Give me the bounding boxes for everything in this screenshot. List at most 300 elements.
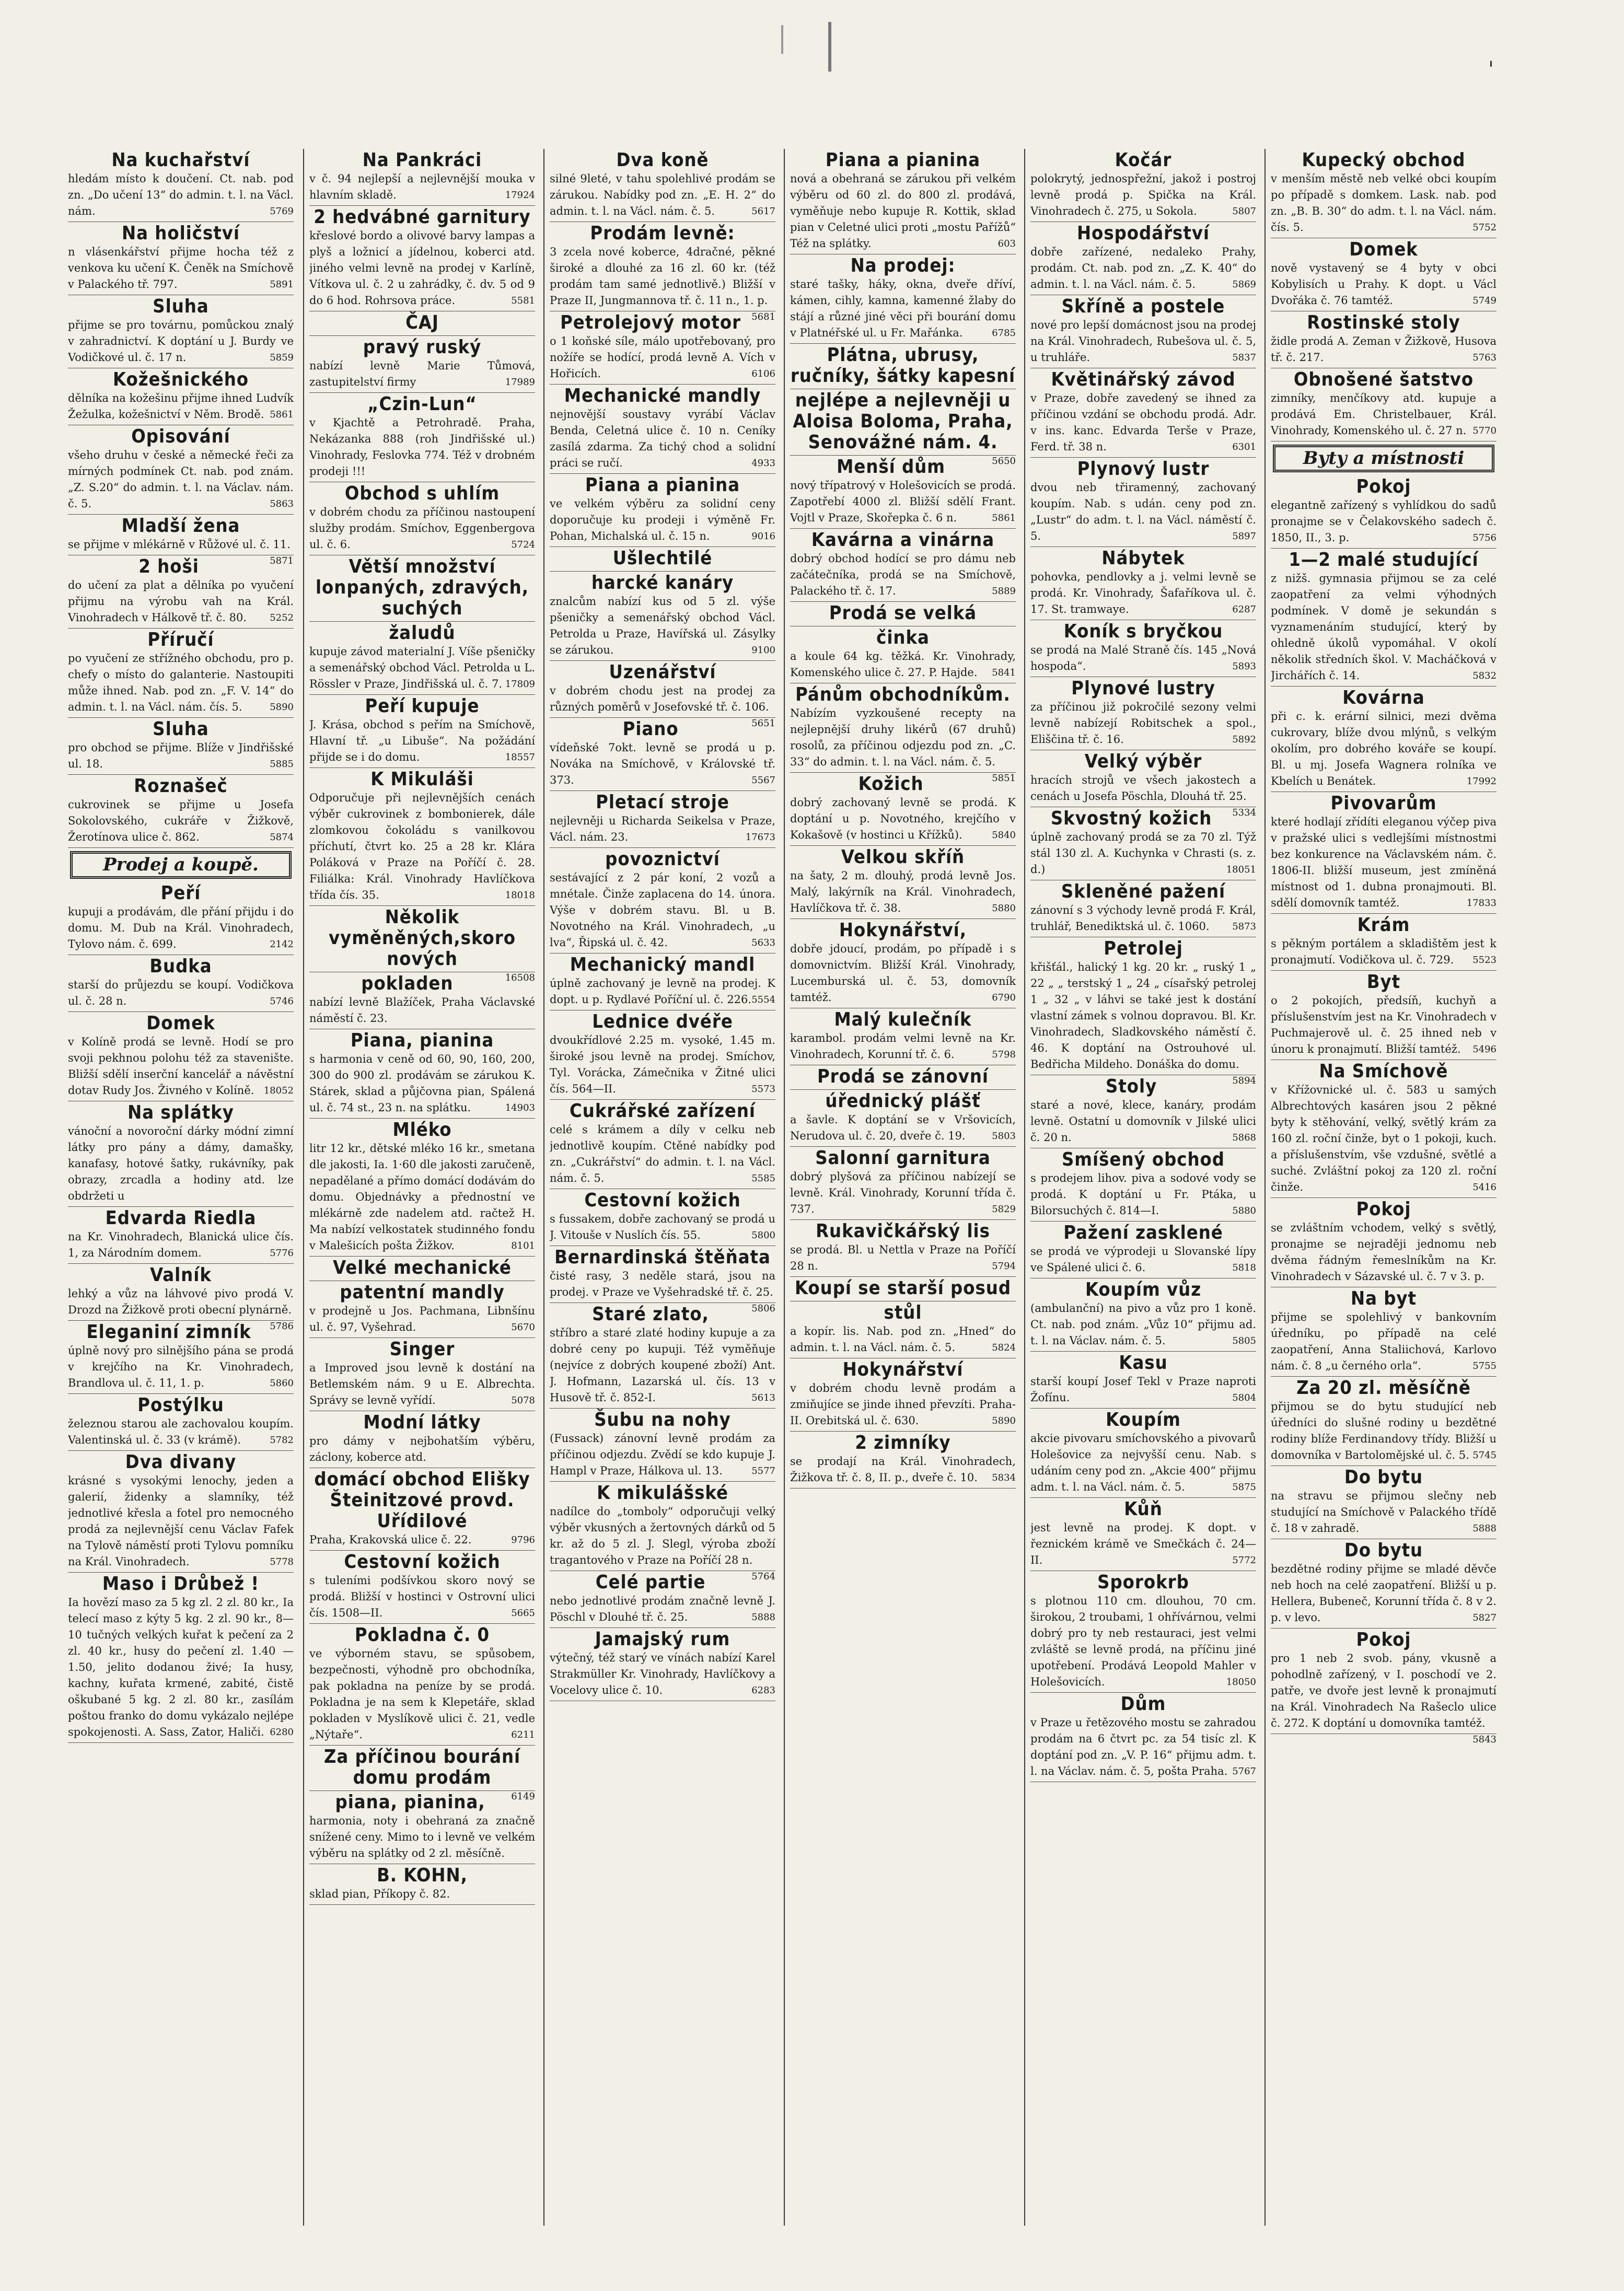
ad-number: 5837 <box>1232 352 1256 363</box>
ad-number: 5078 <box>511 1395 535 1406</box>
classified-ad <box>1271 311 1497 368</box>
ad-number: 5617 <box>751 206 775 217</box>
classified-ad <box>68 955 294 1012</box>
ad-text: dobře zařízené, nedaleko Prahy, prodám. Ct. nab. pod zn. „Z. K. 40“ do admin. t. l. na Václ. nám. č. 5. <box>1030 246 1256 290</box>
ad-text: nový třípatrový v Holešovicích se prodá. Zapotřebí 4000 zl. Bližší sdělí Frant. Vojtl v Praze, Skořepka č. 6 n. <box>790 479 1016 524</box>
classified-ad <box>68 425 294 515</box>
ad-text: v č. 94 nejlepší a nejlevnější mouka v hlavním skladě. <box>309 172 535 201</box>
ad-number: 17833 <box>1466 898 1497 909</box>
ad-text: na šaty, 2 m. dlouhý, prodá levně Jos. Malý, lakýrník na Král. Vinohradech, Havlíčkova tř. č. 38. <box>790 869 1016 914</box>
classified-ad <box>68 775 294 848</box>
ad-heading: patentní mandly <box>340 1282 505 1303</box>
classified-ad <box>309 972 535 1029</box>
ad-text: nabízí levně Marie Tůmová, zastupitelství firmy <box>309 359 535 388</box>
classified-ad <box>68 295 294 368</box>
ad-number: 5897 <box>1232 531 1256 542</box>
column-rule <box>543 149 544 2226</box>
ad-number: 5778 <box>270 1556 294 1567</box>
ad-number: 5786 <box>270 1321 294 1332</box>
ad-number: 6106 <box>751 368 775 379</box>
ad-number: 5863 <box>270 498 294 509</box>
ad-number: 5889 <box>992 586 1016 597</box>
classified-ad <box>790 1147 1016 1220</box>
ad-text: v dobrém chodu za příčinou nastoupení služby prodám. Smíchov, Eggenbergova ul. č. 6. <box>309 506 535 551</box>
ad-text: polokrytý, jednospřežní, jakož i postroj levně prodá p. Spička na Král. Vinohradech č. 275, u Sokola. <box>1030 172 1256 217</box>
ad-text: čisté rasy, 3 neděle stará, jsou na prodej. v Praze ve Vyšehradské tř. č. 25. <box>550 1270 775 1298</box>
ad-heading: Budka <box>149 956 212 977</box>
ad-text: dvou neb třiramenný, zachovaný koupím. Nab. s udán. ceny pod zn. „Lustr“ do adm. t. l. na Václ. náměstí č. 5. <box>1030 481 1256 542</box>
ad-number: 6287 <box>1232 604 1256 615</box>
ad-number: 5681 <box>751 311 775 322</box>
ad-number: 17924 <box>505 190 535 201</box>
ad-number: 5890 <box>270 702 294 713</box>
ad-text: v dobrém chodu jest na prodej za různých poměrů v Josefovské tř. č. 106. <box>550 684 775 713</box>
ad-text: s prodejem lihov. piva a sodové vody se prodá. K doptání u Fr. Ptáka, u Bilorsuchých č. 814—I. <box>1030 1172 1256 1217</box>
ad-heading: Mechanické mandly <box>564 385 761 406</box>
ad-number: 5496 <box>1472 1044 1497 1055</box>
classified-ad <box>309 149 535 206</box>
ad-heading: Mléko <box>392 1119 452 1141</box>
ad-heading: Hospodářství <box>1076 223 1210 244</box>
classified-ad <box>1030 880 1256 937</box>
classified-ad <box>790 1008 1016 1065</box>
classified-ad <box>1271 1466 1497 1539</box>
ad-number: 5800 <box>751 1230 775 1241</box>
classified-ad <box>550 222 775 322</box>
ad-heading: Piana, pianina <box>350 1030 494 1051</box>
classified-ad <box>1030 1148 1256 1222</box>
classified-ad <box>790 846 1016 919</box>
classified-ad <box>309 1551 535 1624</box>
ad-number: 5573 <box>751 1084 775 1095</box>
classified-ad <box>790 1301 1016 1358</box>
ad-heading: Nábytek <box>1101 548 1185 569</box>
classified-ad <box>1271 687 1497 792</box>
ad-heading: Pivovarům <box>1330 793 1437 814</box>
classified-ad <box>550 718 775 791</box>
ad-text: v Kolíně prodá se levně. Hodí se pro svoji pekhnou polohu též za stavenište. Bližší sdělí inserční kancelář a návěstní dotav Rudy Jos. Živného v Kolíně. <box>68 1036 294 1097</box>
classified-ad <box>309 555 535 622</box>
ad-text: Odporučuje při nejlevnějších cenách výběr cukrovinek z bombonierek, dále zlomkovou čokoládu s vanilkovou příchutí, čtvrt ko. 25 a 28 kr. Klára Poláková v Praze na Poříčí č. 28. Filiálka: Král. Vinohrady Havlíčkova třída čís. 35. <box>309 792 535 901</box>
classified-ad <box>1030 620 1256 677</box>
classified-ad <box>550 791 775 848</box>
ad-text: v menším městě neb velké obci koupím po případě s domkem. Lask. nab. pod zn. „B. B. 30“ do adm. t. l. na Václ. nám. čís. 5. <box>1271 172 1497 234</box>
classified-ad <box>309 1624 535 1746</box>
section-heading: Prodej a koupě. <box>70 851 292 879</box>
ad-text: o 1 koňské síle, málo upotřebovaný, pro nožíře se hodící, prodá levně A. Vích v Hořicích. <box>550 335 775 380</box>
classified-ad <box>550 572 775 661</box>
ad-text: a šavle. K doptání se v Vršovicích, Nerudova ul. č. 20, dveře č. 19. <box>790 1113 1016 1142</box>
ad-text: pohovka, pendlovky a j. velmi levně se prodá. Kr. Vinohrady, Šafaříkova ul. č. 17. St. tramwaye. <box>1030 571 1256 615</box>
ad-heading: Menší dům <box>837 456 946 478</box>
ad-text: židle prodá A. Zeman v Žižkově, Husova tř. č. 217. <box>1271 335 1497 364</box>
ad-text: hledám místo k doučení. Ct. nab. pod zn. „Do učení 13“ do admin. t. l. na Václ. nám. <box>68 172 294 217</box>
ad-number: 18018 <box>505 890 535 901</box>
classified-ad <box>1030 149 1256 222</box>
classified-ad <box>1030 677 1256 750</box>
ad-text: nabízí levně Blažíček, Praha Václavské náměstí č. 23. <box>309 996 535 1025</box>
ad-number: 5798 <box>992 1049 1016 1060</box>
ad-text: křeslové bordo a olivové barvy lampas a plyš a ložnicí a jídelnou, koberci atd. jiného velmi levně na prodej v Karlíně, Vítkova ul. č. 2 u zahrádky, č. dv. 5 od 9 do 6 hod. Rohrsova práce. <box>309 229 535 307</box>
ad-number: 9796 <box>511 1534 535 1545</box>
classified-ad <box>68 1394 294 1451</box>
ad-heading: harcké kanáry <box>591 572 734 594</box>
classified-ad <box>550 385 775 474</box>
ad-number: 5554 <box>751 994 775 1005</box>
ad-text: vánoční a novoroční dárky módní zimní látky pro pány a dámy, damašky, kanafasy, hotové šatky, rukávníky, pak obrazy, zrcadla a hodiny atd. lze obdržeti u <box>68 1125 294 1202</box>
ad-number: 5252 <box>270 612 294 623</box>
ad-heading: Piano <box>622 718 679 740</box>
classified-ad <box>790 919 1016 1008</box>
ad-number: 6301 <box>1232 441 1256 452</box>
ad-text: s fussakem, dobře zachovaný se prodá u J. Vitouše v Nuslích čís. 55. <box>550 1213 775 1241</box>
ad-number: 5749 <box>1472 295 1497 306</box>
ad-heading: Obchod s uhlím <box>344 483 500 504</box>
ad-text: sestávající z 2 pár koní, 2 vozů a mnétale. Činže zaplacena do 14. února. Výše v dobrém stavu. Bl. u B. Novotného na Král. Vinohradech, „u lva“, Řipská ul. č. 42. <box>550 871 775 949</box>
ad-number: 5724 <box>511 539 535 550</box>
ad-text: dobrý zachovaný levně se prodá. K doptání u p. Novotného, krejčího v Kokašově (v hostinci u Křížků). <box>790 796 1016 841</box>
ad-heading: K Mikuláši <box>370 769 474 790</box>
ad-text: úplně zachovaný je levně na prodej. K dopt. u p. Rydlavé Poříční ul. č. 226. <box>550 977 775 1006</box>
classified-ad <box>309 393 535 482</box>
ad-number: 18557 <box>505 752 535 763</box>
classified-ad <box>550 311 775 385</box>
classified-ad <box>550 1010 775 1100</box>
ad-heading: Petrolej <box>1104 938 1183 959</box>
ad-text: úplně zachovaný prodá se za 70 zl. Týž stál 130 zl. A. Kuchynka v Chrasti (s. z. d.) <box>1030 831 1256 876</box>
classified-ad <box>68 555 294 629</box>
ad-text: Nabízím vyzkoušené recepty na nejlepnější druhy likérů (67 druhů) rosolů, za příčinou odjezdu pod zn. „C. 33“ do admin. t. l. na Václ. nám. č. 5. <box>790 707 1016 768</box>
ad-number: 5827 <box>1472 1612 1497 1623</box>
page-mark: ' <box>1488 57 1494 82</box>
ad-heading: Mladší žena <box>121 515 240 537</box>
ad-text: se prodají na Král. Vinohradech, Žižkova tř. č. 8, II. p., dveře č. 10. <box>790 1455 1016 1484</box>
classified-ad <box>1271 368 1497 441</box>
ad-text: za příčinou již pokročilé sezony velmi levně nabízejí Robitschek a spol., Eliščina tř. č. 16. <box>1030 701 1256 746</box>
ad-text: harmonia, noty i obehraná za značně snížené ceny. Mimo to i levně ve velkém výběru na splátky od 2 zl. měsíčně. <box>309 1815 535 1859</box>
ad-heading: Pokladna č. 0 <box>354 1624 490 1646</box>
classified-ad <box>550 547 775 572</box>
ad-heading: Skříně a postele <box>1061 296 1225 317</box>
ad-heading: Kožešnického <box>112 369 249 390</box>
ad-heading: Na holičství <box>122 223 240 244</box>
ad-heading: 2 hoši <box>138 556 199 577</box>
ad-heading: Eleganiní zimník <box>86 1321 251 1343</box>
ad-heading: Valník <box>150 1264 212 1286</box>
classified-ad <box>309 695 535 768</box>
ad-heading: Na kuchařství <box>111 149 250 171</box>
classified-ad <box>790 344 1016 389</box>
ad-text: v Kjachtě a Petrohradě. Praha, Nekázanka 888 (roh Jindřišské ul.) Vinohrady, Feslovka 774. Též v drobném prodeji !!! <box>309 416 535 478</box>
ad-heading: Roznašeč <box>134 775 228 797</box>
classified-ad <box>1030 807 1256 880</box>
ad-number: 18051 <box>1226 864 1256 875</box>
ad-number: 5861 <box>270 409 294 420</box>
ad-number: 9016 <box>751 531 775 542</box>
ad-number: 5651 <box>751 718 775 729</box>
classified-ad <box>790 529 1016 602</box>
classified-ad <box>309 1411 535 1468</box>
ad-heading: stůl <box>884 1302 922 1323</box>
column-2 <box>309 149 535 2226</box>
ad-heading: Kovárna <box>1342 687 1425 708</box>
column-6 <box>1271 149 1497 2226</box>
ad-number: 5794 <box>992 1261 1016 1272</box>
classified-ad <box>68 149 294 222</box>
ad-number: 5894 <box>1232 1075 1256 1086</box>
ad-number: 5840 <box>992 830 1016 841</box>
classified-ad <box>550 474 775 547</box>
classified-ad <box>790 254 1016 344</box>
ad-number: 17673 <box>745 832 775 843</box>
ad-heading: Pokoj <box>1356 1199 1411 1220</box>
ad-text: kupuje závod materialní J. Víše pšeničky a semenářský obchod Václ. Petrolda u L. Rössler v Praze, Jindřišská ul. č. 7. <box>309 645 535 690</box>
ad-number: 16508 <box>505 972 535 983</box>
classified-ad <box>550 1571 775 1628</box>
ad-number: 5893 <box>1232 661 1256 672</box>
ad-heading: 2 hedvábné garnitury <box>314 206 531 228</box>
classified-ad <box>1271 792 1497 914</box>
ink-mark <box>828 22 831 72</box>
ad-number: 5772 <box>1232 1555 1256 1566</box>
classified-ad <box>790 1090 1016 1147</box>
ad-number: 18050 <box>1226 1677 1256 1688</box>
ad-number: 5859 <box>270 352 294 363</box>
ad-text: dobrý plyšová za příčinou nabízejí se levně. Král. Vinohrady, Korunní třída č. 737. <box>790 1170 1016 1215</box>
classified-ad <box>790 1277 1016 1301</box>
ad-heading: ČAJ <box>405 312 439 333</box>
ad-heading: Kavárna a vinárna <box>811 529 995 551</box>
ad-heading: Petrolejový motor <box>560 312 741 333</box>
classified-ad <box>550 848 775 953</box>
ad-number: 5885 <box>270 759 294 770</box>
ad-number: 5523 <box>1472 955 1497 966</box>
ad-number: 5770 <box>1472 425 1497 436</box>
classified-ad <box>790 456 1016 529</box>
ad-number: 5890 <box>992 1415 1016 1426</box>
ad-text: staré tašky, háky, okna, dveře dříví, kámen, cihly, kamna, kamenné žlaby do stájí a různé jiné věci při bourání domu v Platnéřské ul. u Fr. Mařánka. <box>790 278 1016 339</box>
ad-heading: Malý kulečník <box>834 1009 972 1030</box>
ad-heading: Plátna, ubrusy, ručníky, šátky kapesní <box>790 344 1016 387</box>
ad-heading: Velké mechanické <box>333 1257 512 1278</box>
section-heading: Byty a místnosti <box>1273 445 1494 472</box>
column-rule <box>784 149 785 2226</box>
ad-text: celé s krámem a díly v celku neb jednotlivě koupím. Ctěné nabídky pod zn. „Cukrářství“ do admin. t. l. na Václ. nám. č. 5. <box>550 1123 775 1184</box>
ad-heading: Domek <box>146 1013 215 1034</box>
ad-heading: K mikulášské <box>597 1482 728 1504</box>
ad-heading: Sluha <box>153 718 209 740</box>
ad-number: 5585 <box>751 1173 775 1184</box>
ad-heading: B. KOHN, <box>377 1865 468 1886</box>
ad-text: (ambulanční) na pivo a vůz pro 1 koně. Ct. nab. pod znám. „Vůz 10“ přijmu ad. t. l. na Václav. nám. č. 5. <box>1030 1302 1256 1347</box>
ad-heading: Singer <box>389 1339 455 1360</box>
ad-number: 4933 <box>751 458 775 469</box>
ad-heading: Celé partie <box>595 1572 706 1593</box>
ad-number: 5834 <box>992 1472 1016 1483</box>
ad-heading: Lednice dvéře <box>592 1011 733 1032</box>
ad-heading: Cestovní kožich <box>344 1551 501 1573</box>
column-4 <box>790 149 1016 2226</box>
ad-text: zimníky, menčíkovy atd. kupuje a prodává Em. Christelbauer, Král. Vinohrady, Komenského ul. č. 27 n. <box>1271 392 1497 437</box>
ad-number: 5806 <box>751 1303 775 1314</box>
ad-number: 5860 <box>270 1378 294 1389</box>
ad-heading: Šubu na nohy <box>594 1409 731 1431</box>
ad-text: o 2 pokojích, předsíň, kuchyň a příslušenstvím jest na Kr. Vinohradech v Puchmajerově ul. č. 25 ihned neb v únoru k pronajmutí. Bližší tamtéž. <box>1271 994 1497 1055</box>
ad-text: se zvláštním vchodem, velký s světlý, pronajme se nejraději jednomu neb dvěma řádným řemeslníkům na Kr. Vinohradech v Sázavské ul. č. 7 v 3. p. <box>1271 1222 1497 1283</box>
ad-text: n vlásenkářství přijme hocha též z venkova ku učení K. Čeněk na Smíchově v Palackého tř. 797. <box>68 246 294 290</box>
ad-number: 17989 <box>505 377 535 388</box>
classified-ad <box>550 953 775 1010</box>
classified-ad <box>1271 1629 1497 1745</box>
ad-heading: Příručí <box>147 629 214 650</box>
classified-ad <box>68 882 294 955</box>
ad-text: se prodá ve výprodeji u Slovanské lípy ve Spálené ulici č. 6. <box>1030 1245 1256 1274</box>
ad-text: kupuji a prodávám, dle přání přijdu i do domu. M. Dub na Král. Vinohradech, Tylovo nám. č. 699. <box>68 905 294 950</box>
ad-text: J. Krása, obchod s peřím na Smíchově, Hlavní tř. „u Libuše“. Na požádání přijde se i do domu. <box>309 718 535 763</box>
ad-text: z nižš. gymnasia přijmou se za celé zaopatření za velmi výhodných podmínek. V domě je sekundán s vyznamenáním studující, který by ohledně úkolů vypomáhal. V okolí několik středních škol. V. Macháčková v Jirchářích č. 14. <box>1271 572 1497 682</box>
ad-text: silné 9leté, v tahu spolehlivé prodám se zárukou. Nabídky pod zn. „E. H. 2“ do admin. t. l. na Václ. nám. č. 5. <box>550 172 775 217</box>
ad-number: 8101 <box>511 1240 535 1251</box>
ad-text: dělníka na kožešinu přijme ihned Ludvík Žežulka, kožešnictví v Něm. Brodě. <box>68 392 294 421</box>
classified-ad <box>68 1101 294 1207</box>
ad-text: s plotnou 110 cm. dlouhou, 70 cm. širokou, 2 troubami, 1 ohřívárnou, velmi dobrý pro ty neb restauraci, jest velmi zvláště se levně prodá, na příčinu jiné upotřebení. Prodává Leopold Mahler v Holešovicích. <box>1030 1595 1256 1688</box>
ad-number: 5782 <box>270 1435 294 1446</box>
ad-heading: Pokoj <box>1356 476 1411 497</box>
column-rule <box>1265 149 1266 2226</box>
ad-number: 5868 <box>1232 1132 1256 1143</box>
classified-ad <box>550 1303 775 1409</box>
ad-number: 5875 <box>1232 1482 1256 1493</box>
ad-text: s harmonia v ceně od 60, 90, 160, 200, 300 do 900 zl. prodávám se zárukou K. Stárek, sklad a půjčovna pian, Spálená ul. č. 74 st., 23 n. na splátku. <box>309 1053 535 1114</box>
classified-ad <box>1271 1287 1497 1377</box>
ad-number: 5756 <box>1472 532 1497 543</box>
ad-heading: 1—2 malé studující <box>1289 549 1479 571</box>
ad-text: (Fussack) zánovní levně prodám za příčinou odjezdu. Zvědí se kdo kupuje J. Hampl v Praze, Hálkova ul. 13. <box>550 1432 775 1477</box>
ad-text: pro obchod se přijme. Blíže v Jindřišské ul. 18. <box>68 741 294 770</box>
ad-text: nadílce do „tomboly“ odporučuji velký výběr vkusných a žertovných dárků od 5 kr. až do 5 zl. J. Slegl, výroba zboží tragantového v Praze na Poříčí 28 n. <box>550 1505 775 1566</box>
classified-ad <box>790 149 1016 254</box>
ad-number: 6280 <box>270 1727 294 1738</box>
ad-text: v prodejně u Jos. Pachmana, Libnšínu ul. č. 97, Vyšehrad. <box>309 1305 535 1333</box>
ad-number: 5892 <box>1232 734 1256 745</box>
ad-text: po vyučení ze střížného obchodu, pro p. chefy o místo do galanterie. Nastoupiti může ihned. Nab. pod zn. „F. V. 14“ do admin. t. l. na Václ. nám. čís. 5. <box>68 652 294 713</box>
ad-number: 5416 <box>1472 1182 1497 1193</box>
classified-ad <box>1030 937 1256 1086</box>
ad-number: 5767 <box>1232 1766 1256 1777</box>
ad-text: v Praze, dobře zavedený se ihned za příčinou vzdání se obchodu prodá. Adr. v ins. kanc. Edvarda Terše v Praze, Ferd. tř. 38 n. <box>1030 392 1256 453</box>
ad-text: hracích strojů ve všech jakostech a cenách u Josefa Pöschla, Dlouhá tř. 25. <box>1030 774 1256 803</box>
ad-heading: povoznictví <box>605 848 720 870</box>
ad-number: 17809 <box>505 679 535 690</box>
ad-text: nová a obehraná se zárukou při velkém výběru od 60 zl. do 800 zl. prodává, vyměňuje nebo kupuje R. Kottik, sklad pian v Celetné ulici proti „mostu Pařížů“ Též na splátky. <box>790 172 1016 250</box>
classified-ad <box>1271 1539 1497 1629</box>
ad-number: 5763 <box>1472 352 1497 363</box>
ad-heading: Peří kupuje <box>365 695 480 717</box>
ad-heading: Plynový lustr <box>1077 458 1210 480</box>
ad-heading: Koupí se starší posud <box>794 1277 1012 1299</box>
ad-number: 5874 <box>270 832 294 843</box>
ad-number: 5818 <box>1232 1262 1256 1273</box>
classified-ad <box>68 1207 294 1264</box>
classified-ad <box>1271 971 1497 1060</box>
ad-number: 5891 <box>270 279 294 290</box>
ad-number: 5650 <box>992 456 1016 467</box>
ad-text: stříbro a staré zlaté hodiny kupuje a za dobré ceny po kupuji. Též vyměňuje (nejvíce z dobrých koupené zboží) Ant. J. Hofmann, Lazarská ul. čís. 13 v Husově tř. č. 852-I. <box>550 1327 775 1404</box>
ad-heading: Opisování <box>131 426 230 447</box>
ad-text: zánovní s 3 východy levně prodá F. Král, truhlář, Benediktská ul. č. 1060. <box>1030 904 1256 933</box>
classified-ad <box>1271 549 1497 687</box>
ad-text: vídeňské 7okt. levně se prodá u p. Nováka na Smíchově, v Královské tř. 373. <box>550 741 775 786</box>
ad-text: dobře jdoucí, prodám, po případě i s domovnictvím. Bližší Král. Vinohrady, Lucemburská ul. č. 53, domovník tamtéž. <box>790 943 1016 1004</box>
ad-heading: Byt <box>1366 971 1401 993</box>
ad-heading: Prodám levně: <box>590 223 735 244</box>
ad-number: 5633 <box>751 937 775 948</box>
ad-heading: Na splátky <box>127 1102 234 1123</box>
ad-heading: Pokoj <box>1356 1629 1411 1650</box>
ad-text: úplně nový pro silnějšího pána se prodá v krejčího na Kr. Vinohradech, Brandlova ul. č. 11, 1. p. <box>68 1344 294 1389</box>
ad-number: 5861 <box>992 513 1016 524</box>
ad-heading: Sluha <box>153 296 209 317</box>
classified-ad <box>1030 1352 1256 1409</box>
classified-ad <box>68 1573 294 1743</box>
ad-text: starší do průjezdu se koupí. Vodičkova ul. č. 28 n. <box>68 979 294 1007</box>
ad-number: 5581 <box>511 295 535 306</box>
ad-heading: Stoly <box>1105 1076 1157 1097</box>
ad-text: Ia hovězí maso za 5 kg zl. 2 zl. 80 kr., Ia telecí maso z kýty 5 kg. 2 zl. 90 kr., 8—10 tučných velkých kuřat k pečení za 2 zl. 40 kr., husy do pečení zl. 1.40 — 1.50, jelito dodanou živé; Ia husy, kachny, kuřata krmené, zabité, čistě oškubané 5 kg. 2 zl. 80 kr., zasílám poštou franko do domu vykázalo nejlépe spokojenosti. A. Sass, Zator, Haliči. <box>68 1596 294 1738</box>
ad-heading: Za 20 zl. měsíčně <box>1296 1377 1471 1399</box>
ad-heading: Jamajský rum <box>595 1629 730 1650</box>
ad-text: přijme se pro továrnu, pomůckou znalý v zahradnictví. K doptání u J. Burdy ve Vodičkové ul. č. 17 n. <box>68 319 294 364</box>
ad-text: se přijme v mlékárně v Růžové ul. č. 11. <box>68 538 291 551</box>
ad-heading: Peří <box>160 882 201 904</box>
classified-ad <box>550 1409 775 1482</box>
ad-heading: domácí obchod Elišky Šteinitzové provd. Uřídilové <box>314 1469 530 1532</box>
ad-heading: Krám <box>1357 914 1410 936</box>
ad-number: 5769 <box>270 206 294 217</box>
ad-heading: Prodá se zánovní <box>817 1066 989 1087</box>
ad-number: 14903 <box>505 1102 535 1113</box>
ad-heading: Velký výběr <box>1084 751 1202 772</box>
classified-ad <box>309 482 535 555</box>
classified-ad <box>68 1321 294 1394</box>
ad-text: staré a nové, klece, kanáry, prodám levně. Ostatní u domovník v Jilské ulici č. 20 n. <box>1030 1099 1256 1144</box>
ad-number: 17992 <box>1466 776 1497 787</box>
classified-ad <box>1030 222 1256 295</box>
ad-heading: Hokynářství, <box>839 920 967 941</box>
ad-heading: žaludů <box>389 622 456 644</box>
ad-number: 5880 <box>992 903 1016 914</box>
ad-text: přijmou se do bytu studující neb úředníci do slušné rodiny u bezdětné rodiny blíže Ferdinandovy třídy. Bližší u domovníka v Bartolomějské ul. č. 5. <box>1271 1400 1497 1461</box>
ad-heading: úřednický plášť <box>825 1090 981 1112</box>
column-3 <box>550 149 775 2226</box>
classified-ad <box>309 768 535 906</box>
classified-ad <box>309 906 535 983</box>
classified-ad <box>1030 1222 1256 1278</box>
ad-heading: Dům <box>1120 1693 1166 1715</box>
ad-heading: Větší množství lonpaných, zdravých, suchých <box>315 556 529 619</box>
classified-ad <box>1030 1571 1256 1693</box>
ad-text: při c. k. erární silnici, mezi dvěma cukrovary, blíže dvou mlýnů, s velkým okolím, pro dobrého kováře se koupí. Bl. u mj. Josefa Wagnera rolníka ve Kbelích u Benátek. <box>1271 710 1497 787</box>
classified-ad <box>550 149 775 222</box>
ad-heading: Skvostný kožich <box>1050 808 1212 829</box>
ad-text: na stravu se přijmou slečny neb studující na Smíchově v Palackého třídě č. 18 v zahradě. <box>1271 1490 1497 1534</box>
ad-text: se prodá. Bl. u Nettla v Praze na Poříčí 28 n. <box>790 1243 1016 1272</box>
ad-heading: Domek <box>1349 239 1418 260</box>
ad-text: karambol. prodám velmi levně na Kr. Vinohradech, Korunní tř. č. 6. <box>790 1032 1016 1061</box>
ad-heading: Kůň <box>1124 1498 1163 1520</box>
ad-text: dobrý obchod hodící se pro dámu neb začátečníka, prodá se na Smíchově, Palackého tř. č. 17. <box>790 552 1016 597</box>
classified-ad <box>1271 1198 1497 1287</box>
